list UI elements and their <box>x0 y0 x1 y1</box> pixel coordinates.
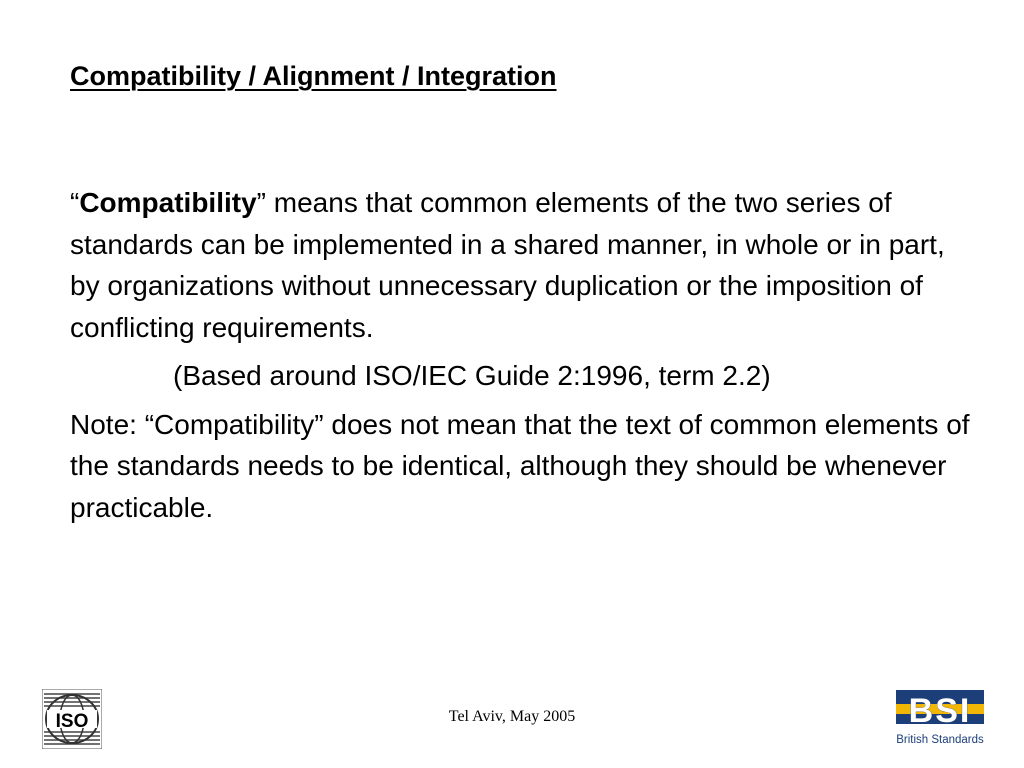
note-paragraph: Note: “Compatibility” does not mean that the text of common elements of the standards needs to be identical, although they should be whenever practicable. <box>70 408 970 523</box>
footer-text <box>0 708 1024 726</box>
defined-term: Compatibility <box>79 187 257 218</box>
slide-title: Compatibility / Alignment / Integration <box>70 61 557 91</box>
iso-logo-text: ISO <box>55 711 89 732</box>
bsi-logo <box>892 688 988 748</box>
definition-text: means that common elements of the two series of standards can be implemented in a shared manner, in whole or in part, by organizations without unnecessary duplication or the imposition of conflicting requirements. <box>70 187 945 343</box>
footer-location-date: Tel Aviv, May 2005 <box>448 708 576 725</box>
source-reference: (Based around ISO/IEC Guide 2:1996, term 2.2) <box>173 360 771 391</box>
open-quote: “ <box>70 187 80 218</box>
definition-paragraph <box>70 182 970 348</box>
close-quote: ” <box>256 187 266 218</box>
bsi-logo-subtitle: British Standards <box>896 734 984 746</box>
slide-body <box>70 182 970 528</box>
bsi-logo-text: BSI <box>908 692 972 730</box>
